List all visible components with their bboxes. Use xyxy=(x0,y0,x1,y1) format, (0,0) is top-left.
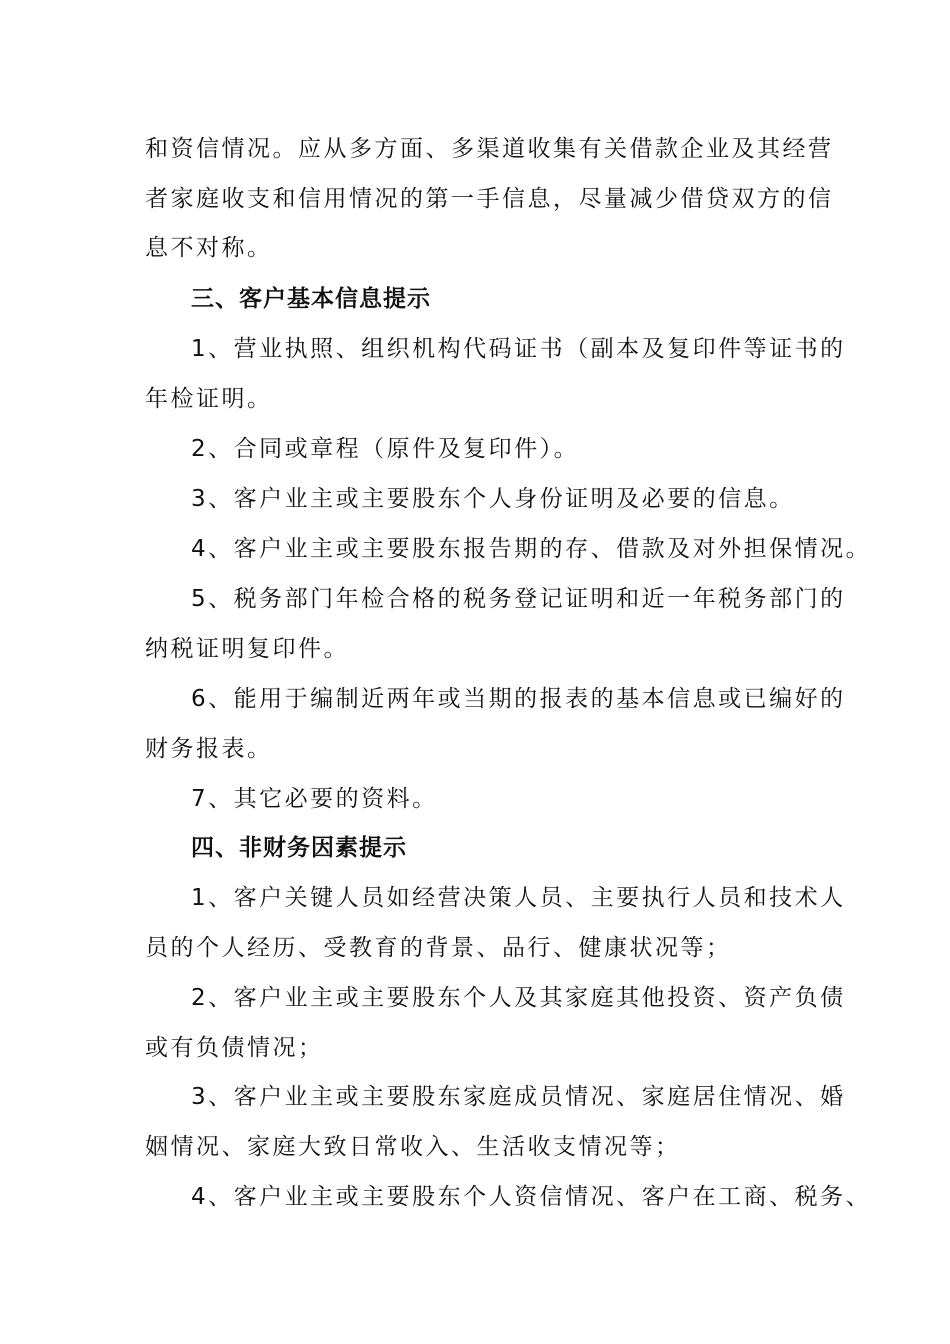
paragraph-line: 员的个人经历、受教育的背景、品行、健康状况等； xyxy=(145,935,732,961)
list-item-5: 5、税务部门年检合格的税务登记证明和近一年税务部门的 xyxy=(191,586,846,612)
paragraph-line: 纳税证明复印件。 xyxy=(145,636,349,662)
list-item-2: 2、合同或章程（原件及复印件）。 xyxy=(191,436,580,462)
list-item-3: 3、客户业主或主要股东个人身份证明及必要的信息。 xyxy=(191,486,795,512)
paragraph-line: 财务报表。 xyxy=(145,736,273,762)
paragraph-line: 息不对称。 xyxy=(145,235,273,261)
list-item-7: 7、其它必要的资料。 xyxy=(191,786,438,812)
list-item-4: 4、客户业主或主要股东个人资信情况、客户在工商、税务、 xyxy=(191,1184,872,1210)
paragraph-line: 姻情况、家庭大致日常收入、生活收支情况等； xyxy=(145,1134,681,1160)
paragraph-line: 者家庭收支和信用情况的第一手信息，尽量减少借贷双方的信 xyxy=(145,186,834,212)
list-item-1: 1、客户关键人员如经营决策人员、主要执行人员和技术人 xyxy=(191,885,846,911)
paragraph-line: 或有负债情况； xyxy=(145,1035,324,1061)
paragraph-line: 年检证明。 xyxy=(145,386,273,412)
list-item-2: 2、客户业主或主要股东个人及其家庭其他投资、资产负债 xyxy=(191,985,846,1011)
paragraph-line: 和资信情况。应从多方面、多渠道收集有关借款企业及其经营 xyxy=(145,136,834,162)
list-item-3: 3、客户业主或主要股东家庭成员情况、家庭居住情况、婚 xyxy=(191,1084,846,1110)
list-item-1: 1、营业执照、组织机构代码证书（副本及复印件等证书的 xyxy=(191,336,846,362)
list-item-6: 6、能用于编制近两年或当期的报表的基本信息或已编好的 xyxy=(191,686,846,712)
section-heading-non-financial: 四、非财务因素提示 xyxy=(191,835,407,861)
section-heading-customer-info: 三、客户基本信息提示 xyxy=(191,286,431,312)
list-item-4: 4、客户业主或主要股东报告期的存、借款及对外担保情况。 xyxy=(191,536,872,562)
